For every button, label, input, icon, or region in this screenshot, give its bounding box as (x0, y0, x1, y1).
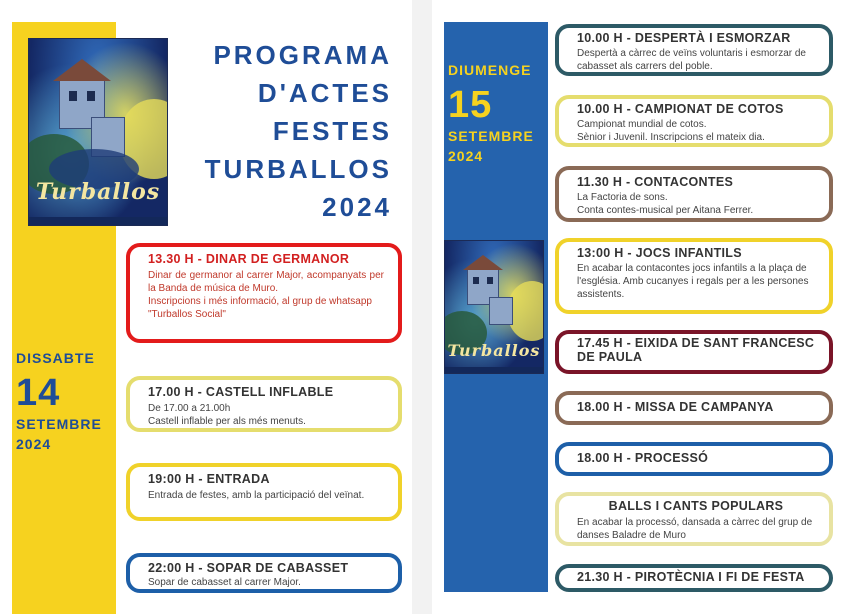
event-description: La Factoria de sons. (577, 192, 668, 203)
title-line-5: 2024 (322, 192, 392, 222)
event-card (555, 24, 833, 76)
event-card (555, 330, 833, 374)
event-title: 13.30 H - DINAR DE GERMANOR (148, 252, 350, 266)
event-title: 18.00 H - MISSA DE CAMPANYA (577, 400, 774, 414)
title-line-2: D'ACTES (257, 78, 392, 108)
event-title: 18.00 H - PROCESSÓ (577, 451, 709, 465)
event-description: Dinar de germanor al carrer Major, acompanyats per la Banda de música de Muro. (148, 270, 384, 294)
event-card (126, 463, 402, 521)
event-card (126, 243, 402, 343)
event-title: 10.00 H - DESPERTÀ I ESMORZAR (577, 31, 791, 45)
saturday-date (16, 350, 116, 452)
day-year: 2024 (448, 148, 484, 164)
event-title: 17.00 H - CASTELL INFLABLE (148, 385, 334, 399)
event-card (555, 564, 833, 592)
program-title (180, 40, 392, 230)
title-line-4: TURBALLOS (204, 154, 392, 184)
event-card (555, 166, 833, 222)
title-line-3: FESTES (272, 116, 392, 146)
event-card (126, 553, 402, 593)
day-name: DISSABTE (16, 350, 95, 366)
event-description: Sènior i Juvenil. Inscripcions el mateix dia. (577, 132, 765, 143)
event-description: Despertà a càrrec de veïns voluntaris i esmorzar de cabasset als carrers del poble. (577, 48, 806, 72)
event-card (555, 492, 833, 546)
event-description: Sopar de cabasset al carrer Major. (148, 577, 301, 588)
event-card (555, 442, 833, 476)
festival-poster-image (28, 38, 168, 226)
event-title: 19:00 H - ENTRADA (148, 472, 270, 486)
poster-footer-strip (29, 217, 167, 225)
event-title: 11.30 H - CONTACONTES (577, 175, 734, 189)
event-title: 22:00 H - SOPAR DE CABASSET (148, 561, 349, 575)
day-month: SETEMBRE (448, 128, 534, 144)
day-name: DIUMENGE (448, 62, 532, 78)
event-description: Castell inflable per als més menuts. (148, 416, 306, 427)
festival-poster-image-small (444, 240, 544, 374)
page-divider (412, 0, 432, 614)
day-month: SETEMBRE (16, 416, 102, 432)
event-title: 13:00 H - JOCS INFANTILS (577, 246, 742, 260)
poster-footer-strip-small (445, 367, 543, 373)
event-title: 21.30 H - PIROTÈCNIA I FI DE FESTA (577, 570, 805, 584)
day-year: 2024 (16, 436, 52, 452)
event-title: 10.00 H - CAMPIONAT DE COTOS (577, 102, 784, 116)
event-card (555, 391, 833, 425)
event-title: 17.45 H - EIXIDA DE SANT FRANCESC DE PAULA (577, 336, 815, 364)
event-description: Entrada de festes, amb la participació del veïnat. (148, 490, 365, 501)
event-card (126, 376, 402, 432)
event-title: BALLS I CANTS POPULARS (608, 499, 784, 513)
event-card (555, 238, 833, 314)
day-number: 14 (16, 372, 61, 414)
event-description: En acabar la contacontes jocs infantils a la plaça de l'església. Amb cucanyes i regals per a les persones assistents. (577, 263, 809, 300)
title-line-1: PROGRAMA (213, 40, 392, 70)
poster-title: Turballos (35, 179, 161, 205)
event-description: De 17.00 a 21.00h (148, 403, 231, 414)
poster-title-small: Turballos (447, 341, 541, 360)
event-description: Inscripcions i més informació, al grup de whatsapp "Turballos Social" (148, 296, 372, 320)
event-description: En acabar la processó, dansada a càrrec del grup de danses Baladre de Muro (577, 517, 813, 541)
event-description: Campionat mundial de cotos. (577, 119, 707, 130)
day-number: 15 (448, 84, 493, 126)
event-card (555, 95, 833, 147)
sunday-date (448, 62, 548, 164)
event-description: Conta contes-musical per Aitana Ferrer. (577, 205, 754, 216)
